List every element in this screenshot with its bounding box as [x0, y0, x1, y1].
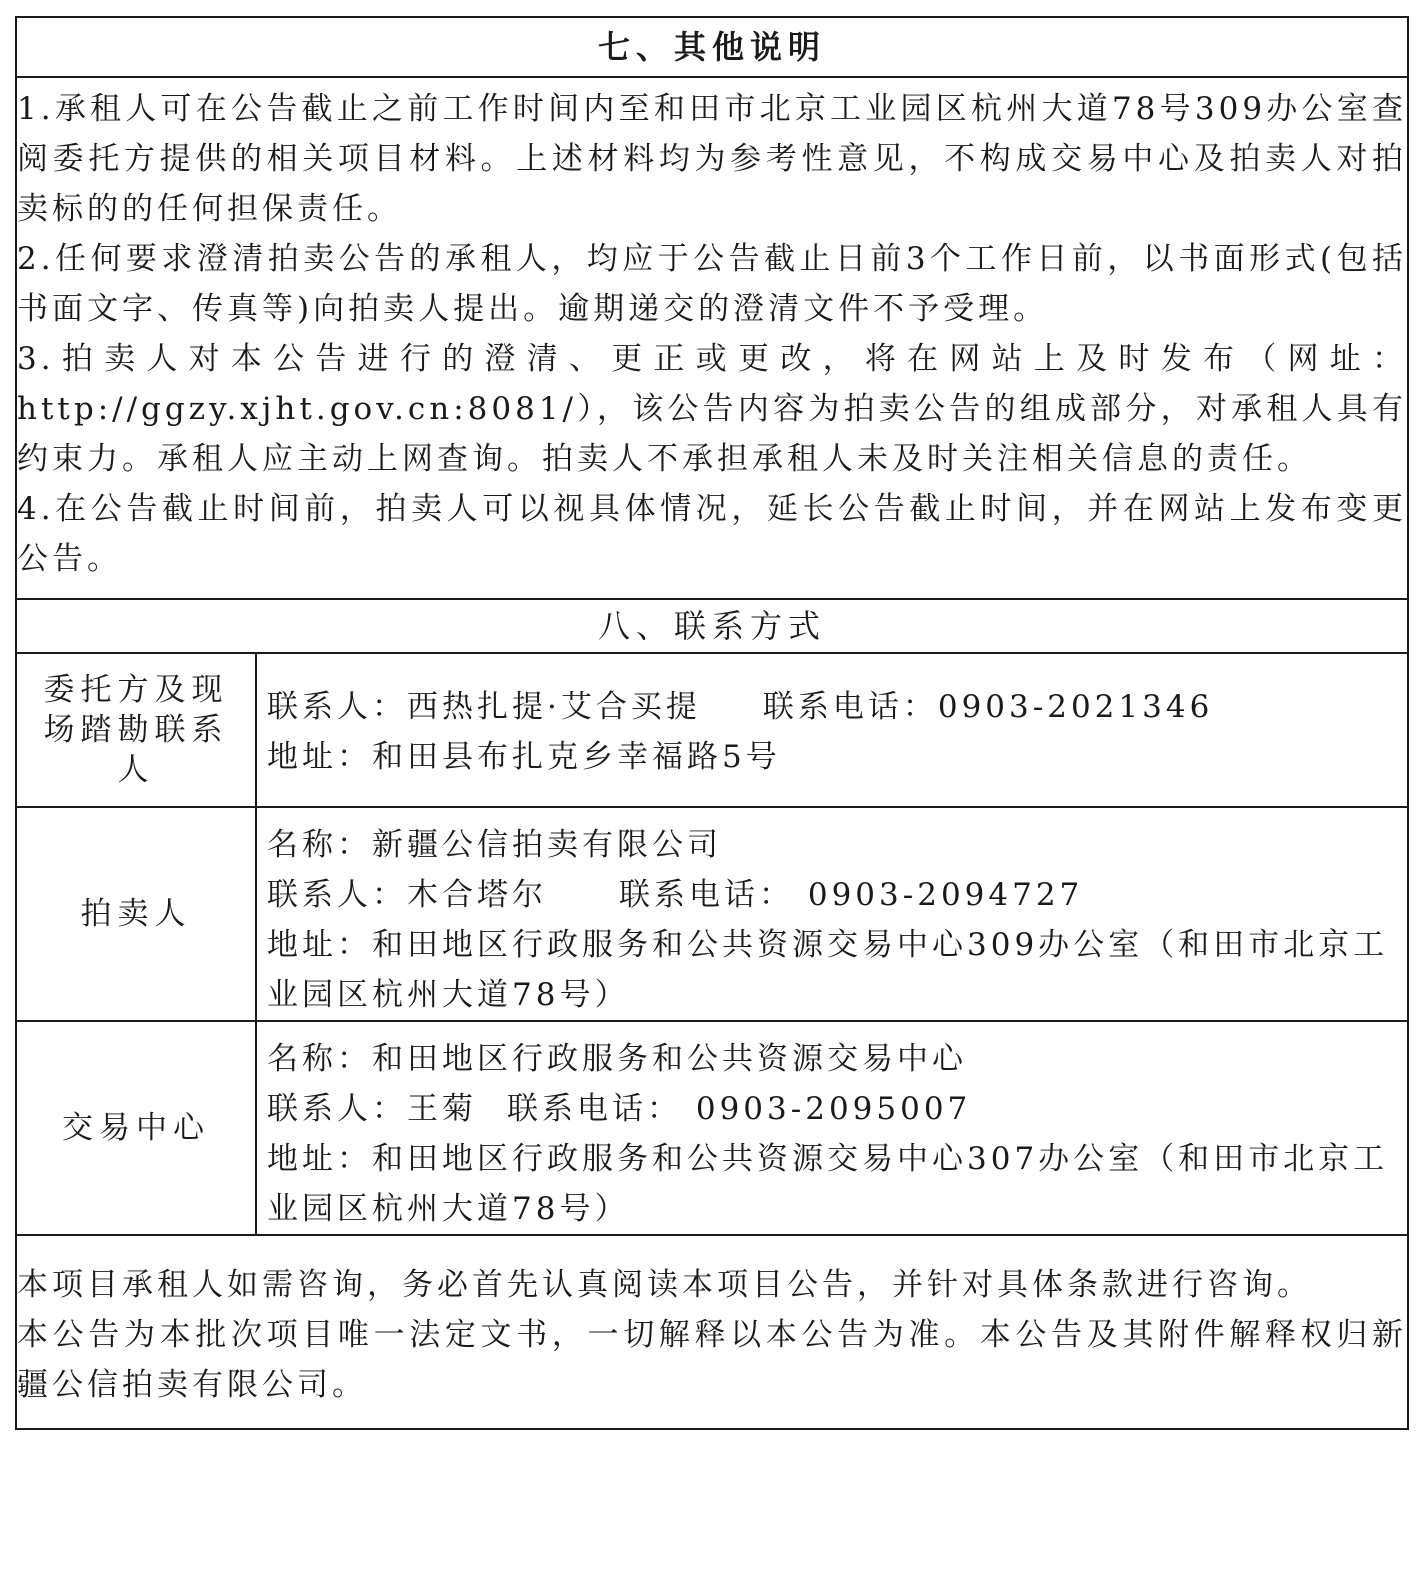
auctioneer-contact-line: [267, 870, 1397, 920]
consignor-info: [256, 653, 1408, 807]
section7-item-1: 1.承租人可在公告截止之前工作时间内至和田市北京工业园区杭州大道78号309办公室查阅委托方提供的相关项目材料。上述材料均为参考性意见，不构成交易中心及拍卖人对拍卖标的的任何担保责任。: [17, 91, 1408, 227]
section7-body-row: [16, 77, 1408, 599]
auctioneer-name: 名称：新疆公信拍卖有限公司: [267, 827, 722, 863]
auctioneer-row: [16, 807, 1408, 1021]
center-contact: 联系人：王菊: [267, 1091, 477, 1127]
consignor-contact: 联系人：西热扎提·艾合买提: [267, 689, 701, 725]
center-label: 交易中心: [16, 1021, 256, 1235]
section7-body: [16, 77, 1408, 599]
section7-item-2: 2.任何要求澄清拍卖公告的承租人，均应于公告截止日前3个工作日前，以书面形式(包括书面文字、传真等)向拍卖人提出。逾期递交的澄清文件不予受理。: [17, 241, 1408, 327]
announcement-table: [15, 16, 1409, 1430]
consignor-label: 委托方及现场踏勘联系人: [16, 653, 256, 807]
center-row: [16, 1021, 1408, 1235]
auctioneer-phone: 联系电话： 0903-2094727: [619, 877, 1084, 913]
center-contact-line: [267, 1084, 1397, 1134]
section8-title: 八、联系方式: [16, 599, 1408, 653]
section7-item-4: 4.在公告截止时间前，拍卖人可以视具体情况，延长公告截止时间，并在网站上发布变更公告。: [17, 491, 1408, 577]
footer-note-1: 本项目承租人如需咨询，务必首先认真阅读本项目公告，并针对具体条款进行咨询。: [17, 1267, 1312, 1303]
section7-title: 七、其他说明: [16, 17, 1408, 77]
section7-title-row: [16, 17, 1408, 77]
section7-item-3: 3.拍卖人对本公告进行的澄清、更正或更改，将在网站上及时发布（网址：http://ggzy.xjht.gov.cn:8081/），该公告内容为拍卖公告的组成部分，对承租人具有约束力。承租人应主动上网查询。拍卖人不承担承租人未及时关注相关信息的责任。: [17, 341, 1408, 477]
auctioneer-label: 拍卖人: [16, 807, 256, 1021]
auctioneer-contact: 联系人：木合塔尔: [267, 877, 547, 913]
consignor-contact-line: [267, 682, 1397, 732]
auctioneer-info: [256, 807, 1408, 1021]
center-address: 地址：和田地区行政服务和公共资源交易中心307办公室（和田市北京工业园区杭州大道78号）: [267, 1141, 1389, 1227]
footer-notes: [16, 1235, 1408, 1429]
center-name: 名称：和田地区行政服务和公共资源交易中心: [267, 1041, 967, 1077]
center-info: [256, 1021, 1408, 1235]
center-phone: 联系电话： 0903-2095007: [507, 1091, 972, 1127]
section8-title-row: [16, 599, 1408, 653]
consignor-address: 地址：和田县布扎克乡幸福路5号: [267, 739, 781, 775]
footer-note-2: 本公告为本批次项目唯一法定文书，一切解释以本公告为准。本公告及其附件解释权归新疆公信拍卖有限公司。: [17, 1317, 1408, 1403]
consignor-row: [16, 653, 1408, 807]
auctioneer-address: 地址：和田地区行政服务和公共资源交易中心309办公室（和田市北京工业园区杭州大道78号）: [267, 927, 1389, 1013]
consignor-phone: 联系电话：0903-2021346: [762, 689, 1214, 725]
footer-row: [16, 1235, 1408, 1429]
